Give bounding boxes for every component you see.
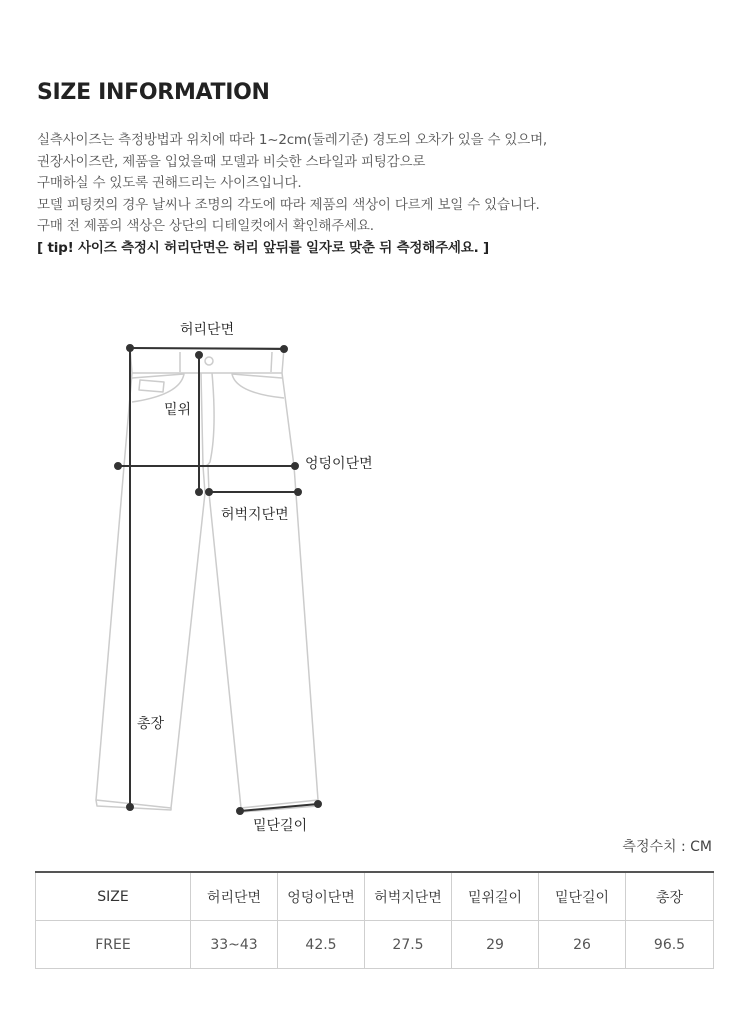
description-line: 구매하실 수 있도록 권해드리는 사이즈입니다. <box>37 175 302 191</box>
description-line: 구매 전 제품의 색상은 상단의 디테일컷에서 확인해주세요. <box>37 218 374 234</box>
measurement-unit: 측정수치 : CM <box>622 839 712 855</box>
cell-length: 96.5 <box>626 921 714 969</box>
description-line: 권장사이즈란, 제품을 입었을때 모델과 비슷한 스타일과 피팅감으로 <box>37 153 426 170</box>
header-size: SIZE <box>36 872 191 921</box>
waist-label: 허리단면 <box>180 322 235 338</box>
page-title: SIZE INFORMATION <box>37 80 270 105</box>
hem-label: 밑단길이 <box>253 818 308 834</box>
right-leg <box>208 373 318 808</box>
measure-labels <box>137 321 373 834</box>
pants-measurement-diagram <box>0 300 750 840</box>
description-block <box>37 130 727 259</box>
description-line: 모델 피팅컷의 경우 날씨나 조명의 각도에 따라 제품의 색상이 다르게 보일 수 있습니다. <box>37 196 540 213</box>
header-length: 총장 <box>626 872 714 921</box>
header-thigh: 허벅지단면 <box>365 872 452 921</box>
header-waist: 허리단면 <box>191 872 278 921</box>
cell-thigh: 27.5 <box>365 921 452 969</box>
right-pocket <box>232 374 284 398</box>
header-hem: 밑단길이 <box>539 872 626 921</box>
thigh-label: 허벅지단면 <box>221 507 289 523</box>
header-hip: 엉덩이단면 <box>278 872 365 921</box>
length-label: 총장 <box>137 716 165 732</box>
fly-line <box>201 373 214 467</box>
cell-hip: 42.5 <box>278 921 365 969</box>
left-leg <box>96 373 205 808</box>
coin-pocket <box>139 380 164 392</box>
header-rise: 밑위길이 <box>452 872 539 921</box>
waistband <box>130 348 284 373</box>
table-header-row <box>36 872 714 921</box>
tip-text: [ tip! 사이즈 측정시 허리단면은 허리 앞뒤를 일자로 맞춘 뒤 측정해주세요. ] <box>37 239 490 256</box>
rise-label: 밑위 <box>164 402 192 418</box>
hip-label: 엉덩이단면 <box>305 456 373 472</box>
size-table <box>35 871 714 969</box>
cell-hem: 26 <box>539 921 626 969</box>
table-row <box>36 921 714 969</box>
cell-size: FREE <box>36 921 191 969</box>
waist-line <box>130 348 284 349</box>
button <box>205 357 213 365</box>
cell-waist: 33~43 <box>191 921 278 969</box>
description-line: 실측사이즈는 측정방법과 위치에 따라 1~2cm(둘레기준) 경도의 오차가 있을 수 있으며, <box>37 132 548 148</box>
cell-rise: 29 <box>452 921 539 969</box>
belt-loop <box>180 352 272 372</box>
